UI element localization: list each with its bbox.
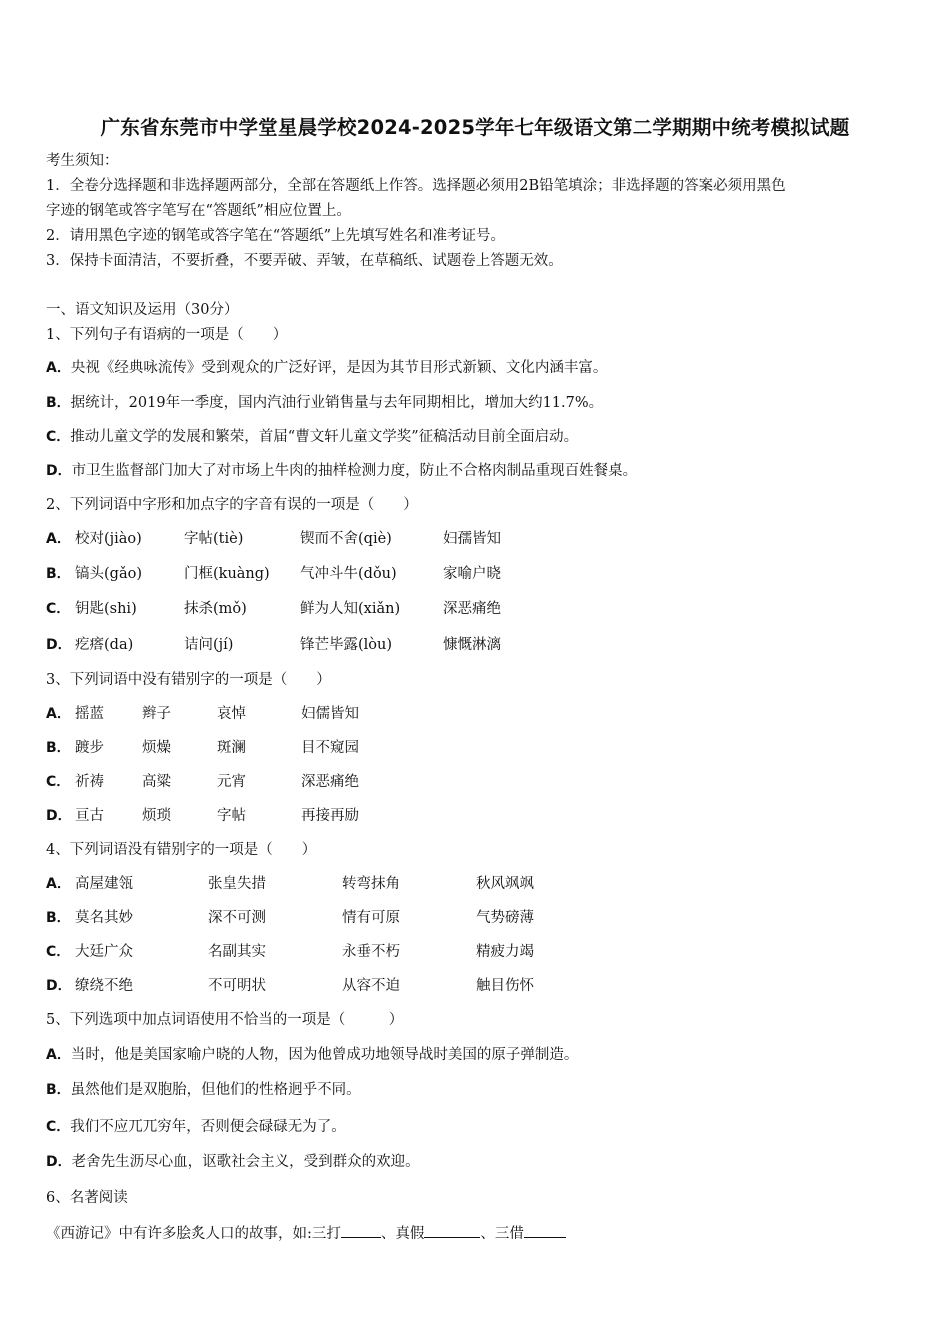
- question-3-stem: 3、下列词语中没有错别字的一项是（ ）: [46, 672, 331, 688]
- question-2-option-b-letter: B．: [46, 566, 71, 582]
- question-1-option-c: [46, 427, 578, 447]
- question-3-option-d-word-4: 再接再励: [301, 808, 359, 824]
- question-3-option-c-word-3: 元宵: [217, 774, 246, 790]
- question-4-option-d-word-1: 缭绕不绝: [75, 978, 133, 994]
- question-3-option-a-word-4: 妇儒皆知: [301, 706, 359, 722]
- option-text: 据统计，2019年一季度，国内汽油行业销售量与去年同期相比，增加大约11.7%。: [70, 395, 604, 411]
- question-4-option-d-letter: D．: [46, 978, 72, 994]
- option-letter: D．: [46, 463, 72, 479]
- question-6-text-part-1: 《西游记》中有许多脍炙人口的故事，如:三打: [46, 1226, 341, 1242]
- question-1-option-a: [46, 358, 607, 378]
- question-2-option-d-word-3: 锋芒毕露(lòu): [300, 637, 393, 653]
- question-3-option-a-word-1: 摇蓝: [75, 706, 104, 722]
- question-4-option-c-word-1: 大廷广众: [75, 944, 133, 960]
- question-2-option-d-word-1: 疙瘩(da): [75, 637, 134, 653]
- notice-item-1-continued: 字迹的钢笔或答字笔写在“答题纸”相应位置上。: [46, 203, 351, 219]
- option-letter: B．: [46, 1082, 71, 1098]
- question-2-option-b-word-4: 家喻户晓: [443, 566, 501, 582]
- question-6-stem: 6、名著阅读: [46, 1190, 128, 1206]
- question-1-option-b: [46, 393, 603, 413]
- option-text: 市卫生监督部门加大了对市场上牛肉的抽样检测力度，防止不合格肉制品重现百姓餐桌。: [71, 463, 638, 479]
- question-4-option-c-word-4: 精疲力竭: [476, 944, 534, 960]
- answer-blank-3[interactable]: [524, 1222, 566, 1238]
- question-3-option-b-word-2: 烦燥: [142, 740, 171, 756]
- question-3-option-a-word-2: 辫子: [142, 706, 171, 722]
- question-2-option-c-word-2: 抹杀(mǒ): [184, 601, 247, 617]
- option-text: 推动儿童文学的发展和繁荣，首届“曹文轩儿童文学奖”征稿活动目前全面启动。: [70, 429, 579, 445]
- question-4-option-b-letter: B．: [46, 910, 71, 926]
- question-2-option-c-word-1: 钥匙(shi): [75, 601, 137, 617]
- question-2-option-a-letter: A．: [46, 531, 71, 547]
- answer-blank-2[interactable]: [424, 1222, 480, 1238]
- question-3-option-d-letter: D．: [46, 808, 72, 824]
- question-4-option-d-word-4: 触目伤怀: [476, 978, 534, 994]
- question-4-option-c-word-2: 名副其实: [208, 944, 266, 960]
- question-3-option-b-word-4: 目不窥园: [301, 740, 359, 756]
- notice-heading: 考生须知：: [46, 153, 119, 169]
- question-4-option-d-word-3: 从容不迫: [342, 978, 400, 994]
- option-letter: A．: [46, 360, 71, 376]
- question-4-option-a-word-3: 转弯抹角: [342, 876, 400, 892]
- notice-item-2: 2．请用黑色字迹的钢笔或答字笔在“答题纸”上先填写姓名和准考证号。: [46, 228, 506, 244]
- option-letter: B．: [46, 395, 71, 411]
- question-3-option-a-word-3: 哀悼: [217, 706, 246, 722]
- question-2-option-c-word-3: 鲜为人知(xiǎn): [300, 601, 401, 617]
- question-4-option-a-letter: A．: [46, 876, 71, 892]
- question-3-option-d-word-2: 烦琐: [142, 808, 171, 824]
- question-4-option-b-word-3: 情有可原: [342, 910, 400, 926]
- question-1-stem: 1、下列句子有语病的一项是（ ）: [46, 327, 288, 343]
- question-2-option-d-word-2: 诘问(jí): [184, 637, 234, 653]
- question-3-option-c-letter: C．: [46, 774, 71, 790]
- question-1-option-d: [46, 461, 637, 481]
- notice-item-3: 3．保持卡面清洁，不要折叠，不要弄破、弄皱，在草稿纸、试题卷上答题无效。: [46, 253, 563, 269]
- question-5-option-b: [46, 1080, 361, 1100]
- option-text: 我们不应兀兀穷年，否则便会碌碌无为了。: [70, 1119, 346, 1135]
- question-4-option-a-word-4: 秋风飒飒: [476, 876, 534, 892]
- question-4-stem: 4、下列词语没有错别字的一项是（ ）: [46, 842, 317, 858]
- question-4-option-d-word-2: 不可明状: [208, 978, 266, 994]
- question-4-option-b-word-4: 气势磅薄: [476, 910, 534, 926]
- question-3-option-d-word-1: 亘古: [75, 808, 104, 824]
- question-4-option-b-word-1: 莫名其妙: [75, 910, 133, 926]
- question-3-option-c-word-2: 高粱: [142, 774, 171, 790]
- section-heading: 一、语文知识及运用（30分）: [46, 302, 239, 318]
- option-letter: A．: [46, 1047, 71, 1063]
- question-3-option-c-word-1: 祈祷: [75, 774, 104, 790]
- question-4-option-a-word-1: 高屋建瓴: [75, 876, 133, 892]
- answer-blank-1[interactable]: [341, 1222, 381, 1238]
- question-6-text-part-2: 、真假: [380, 1226, 425, 1242]
- question-5-stem: 5、下列选项中加点词语使用不恰当的一项是（ ）: [46, 1012, 404, 1028]
- question-2-option-b-word-2: 门框(kuàng): [184, 566, 270, 582]
- question-2-option-c-word-4: 深恶痛绝: [443, 601, 501, 617]
- question-3-option-b-word-1: 踱步: [75, 740, 104, 756]
- question-4-option-c-letter: C．: [46, 944, 71, 960]
- question-2-option-a-word-4: 妇孺皆知: [443, 531, 501, 547]
- question-2-option-a-word-3: 锲而不舍(qiè): [300, 531, 392, 547]
- question-6-text-part-3: 、三借: [480, 1226, 524, 1242]
- question-2-option-a-word-1: 校对(jiào): [75, 531, 142, 547]
- question-6-text: [46, 1222, 566, 1244]
- question-3-option-b-letter: B．: [46, 740, 71, 756]
- question-3-option-c-word-4: 深恶痛绝: [301, 774, 359, 790]
- option-text: 老舍先生沥尽心血，讴歌社会主义，受到群众的欢迎。: [71, 1154, 420, 1170]
- question-4-option-c-word-3: 永垂不朽: [342, 944, 400, 960]
- notice-item-1: 1．全卷分选择题和非选择题两部分，全部在答题纸上作答。选择题必须用2B铅笔填涂；非选择题的答案必须用黑色: [46, 178, 786, 194]
- option-text: 央视《经典咏流传》受到观众的广泛好评，是因为其节目形式新颖、文化内涵丰富。: [70, 360, 608, 376]
- question-2-option-b-word-1: 镐头(gǎo): [75, 566, 142, 582]
- question-5-option-c: [46, 1117, 346, 1137]
- exam-title: 广东省东莞市中学堂星晨学校2024-2025学年七年级语文第二学期期中统考模拟试题: [100, 116, 850, 139]
- question-2-option-a-word-2: 字帖(tiè): [184, 531, 244, 547]
- question-2-option-d-word-4: 慷慨淋漓: [443, 637, 501, 653]
- option-text: 当时，他是美国家喻户晓的人物，因为他曾成功地领导战时美国的原子弹制造。: [70, 1047, 579, 1063]
- question-2-option-d-letter: D．: [46, 637, 72, 653]
- question-2-stem: 2、下列词语中字形和加点字的字音有误的一项是（ ）: [46, 497, 418, 513]
- question-5-option-a: [46, 1045, 578, 1065]
- question-3-option-a-letter: A．: [46, 706, 71, 722]
- question-3-option-d-word-3: 字帖: [217, 808, 246, 824]
- question-2-option-b-word-3: 气冲斗牛(dǒu): [300, 566, 397, 582]
- option-letter: C．: [46, 429, 71, 445]
- question-4-option-b-word-2: 深不可测: [208, 910, 266, 926]
- option-letter: C．: [46, 1119, 71, 1135]
- question-4-option-a-word-2: 张皇失措: [208, 876, 266, 892]
- question-3-option-b-word-3: 斑澜: [217, 740, 246, 756]
- option-text: 虽然他们是双胞胎，但他们的性格迥乎不同。: [70, 1082, 361, 1098]
- question-2-option-c-letter: C．: [46, 601, 71, 617]
- option-letter: D．: [46, 1154, 72, 1170]
- question-5-option-d: [46, 1152, 420, 1172]
